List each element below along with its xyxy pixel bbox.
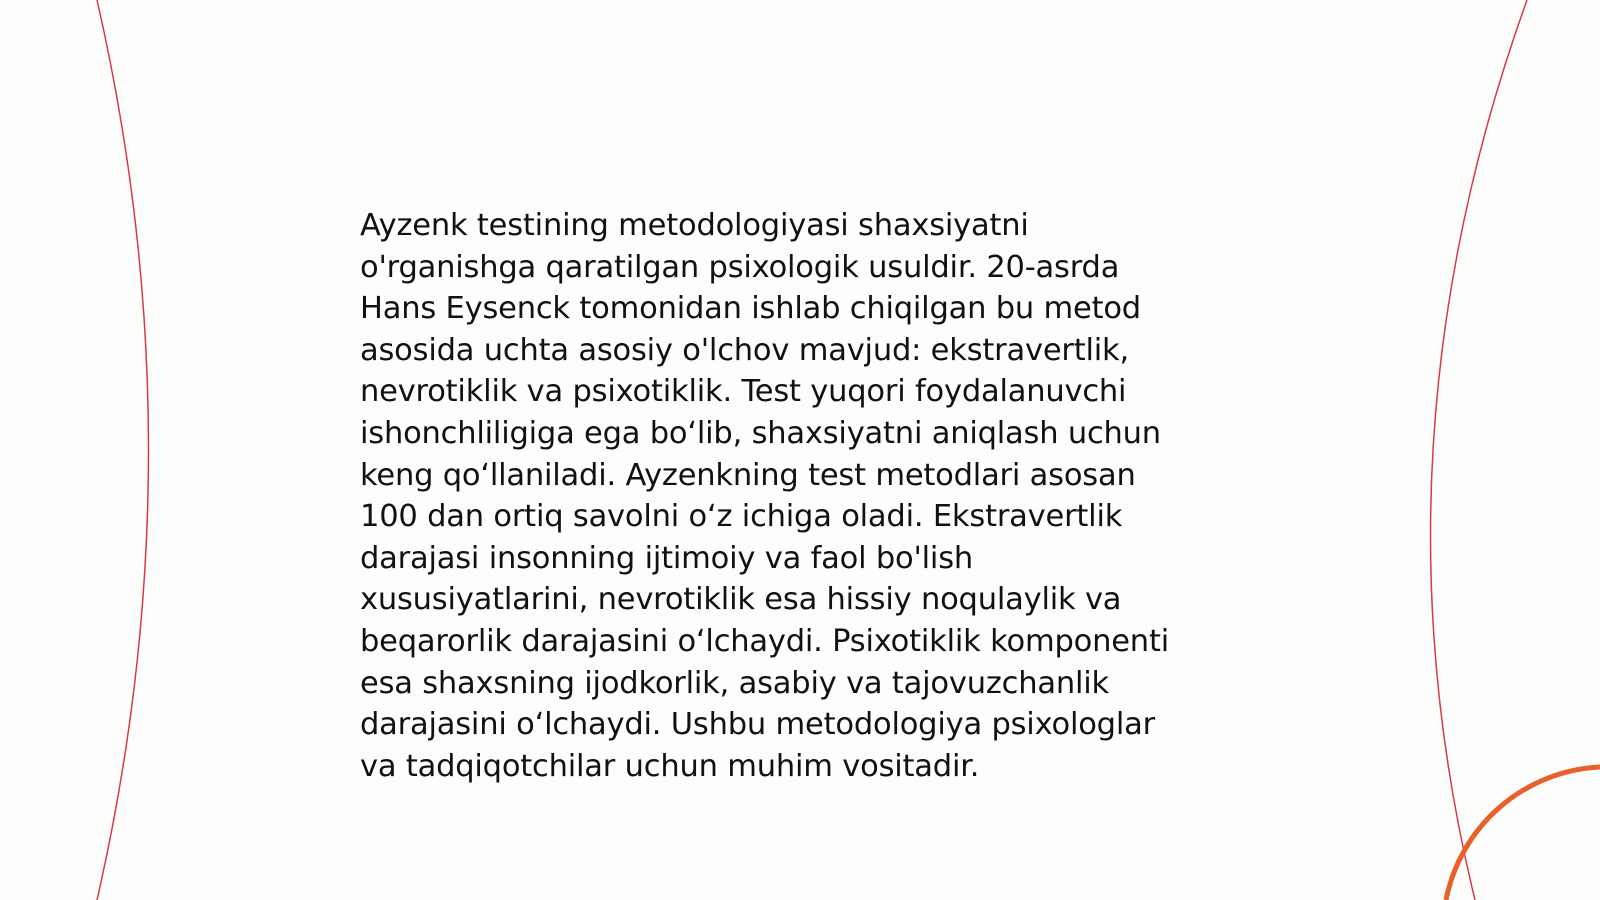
paragraph-line: xususiyatlarini, nevrotiklik esa hissiy noqulaylik va (360, 582, 1122, 618)
paragraph-line: darajasi insonning ijtimoiy va faol bo'lish (360, 540, 974, 576)
paragraph-line: esa shaxsning ijodkorlik, asabiy va tajovuzchanlik (360, 665, 1110, 701)
accent-orange-arc (1446, 767, 1600, 900)
paragraph-line: beqarorlik darajasini o‘lchaydi. Psixotiklik komponenti (360, 623, 1169, 659)
paragraph-line: nevrotiklik va psixotiklik. Test yuqori foydalanuvchi (360, 374, 1127, 410)
right-curve-line (1431, 0, 1527, 900)
paragraph-line: Ayzenk testining metodologiyasi shaxsiyatni (360, 208, 1029, 243)
paragraph-line: ishonchliligiga ega bo‘lib, shaxsiyatni aniqlash uchun (360, 415, 1161, 451)
paragraph-line: va tadqiqotchilar uchun muhim vositadir. (360, 748, 980, 784)
paragraph-line: Hans Eysenck tomonidan ishlab chiqilgan bu metod (360, 291, 1141, 327)
paragraph-line: o'rganishga qaratilgan psixologik usuldir. 20-asrda (360, 249, 1120, 285)
paragraph-line: asosida uchta asosiy o'lchov mavjud: ekstravertlik, (360, 332, 1130, 368)
paragraph-line: darajasini o‘lchaydi. Ushbu metodologiya psixologlar (360, 707, 1155, 743)
left-curve-line (97, 0, 149, 900)
paragraph-line: 100 dan ortiq savolni o‘z ichiga oladi. Ekstravertlik (360, 499, 1123, 535)
body-paragraph (360, 205, 1240, 787)
paragraph-line: keng qo‘llaniladi. Ayzenkning test metodlari asosan (360, 457, 1136, 493)
